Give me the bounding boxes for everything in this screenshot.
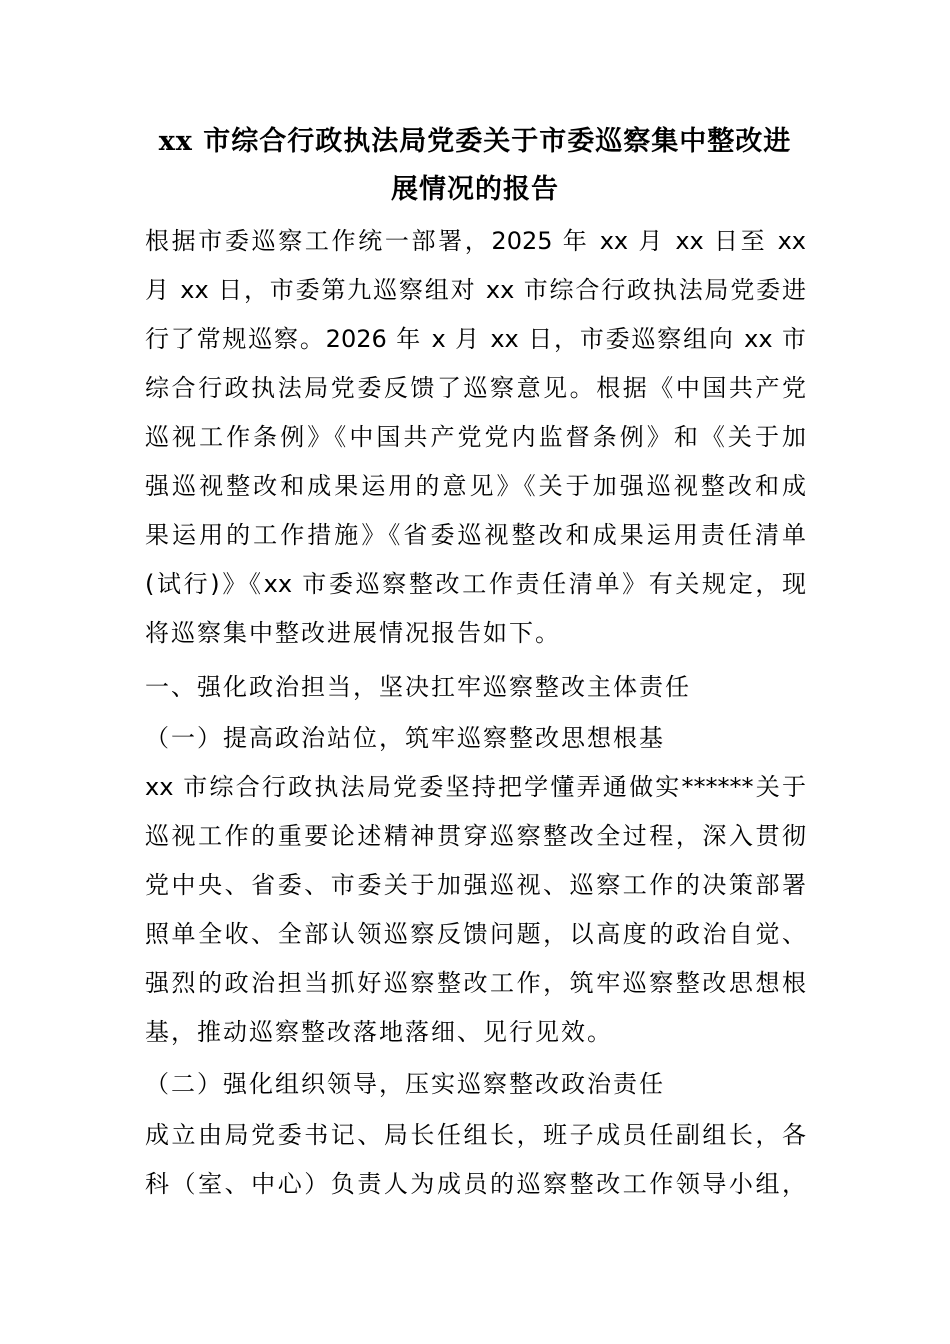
body-line: 根据市委巡察工作统一部署，2025 年 xx 月 xx 日至 xx [145,227,806,255]
document-title-line-2: 展情况的报告 [391,174,559,205]
body-line: 巡视工作的重要论述精神贯穿巡察整改全过程，深入贯彻 [145,822,806,850]
body-line: xx 市综合行政执法局党委坚持把学懂弄通做实******关于 [145,773,806,801]
body-line: 果运用的工作措施》《省委巡视整改和成果运用责任清单 [145,521,806,549]
body-line: 强巡视整改和成果运用的意见》《关于加强巡视整改和成 [145,472,806,500]
document-title-line-1: xx 市综合行政执法局党委关于市委巡察集中整改进 [158,126,792,157]
body-line: (试行)》《xx 市委巡察整改工作责任清单》有关规定，现 [145,570,806,598]
body-line: 强烈的政治担当抓好巡察整改工作，筑牢巡察整改思想根 [145,969,806,997]
section-heading: 一、强化政治担当，坚决扛牢巡察整改主体责任 [145,673,691,701]
body-line: 月 xx 日，市委第九巡察组对 xx 市综合行政执法局党委进 [145,276,806,304]
subsection-heading: （二）强化组织领导，压实巡察整改政治责任 [145,1070,665,1098]
body-line: 综合行政执法局党委反馈了巡察意见。根据《中国共产党 [145,374,806,402]
body-line: 党中央、省委、市委关于加强巡视、巡察工作的决策部署 [145,871,806,899]
body-line: 科（室、中心）负责人为成员的巡察整改工作领导小组， [145,1170,806,1198]
body-line: 将巡察集中整改进展情况报告如下。 [145,619,561,647]
body-line: 照单全收、全部认领巡察反馈问题，以高度的政治自觉、 [145,920,806,948]
body-line: 成立由局党委书记、局长任组长，班子成员任副组长，各 [145,1121,806,1149]
body-line: 基，推动巡察整改落地落细、见行见效。 [145,1018,613,1046]
subsection-heading: （一）提高政治站位，筑牢巡察整改思想根基 [145,724,665,752]
body-line: 巡视工作条例》《中国共产党党内监督条例》和《关于加 [145,423,806,451]
body-line: 行了常规巡察。2026 年 x 月 xx 日，市委巡察组向 xx 市 [145,325,806,353]
